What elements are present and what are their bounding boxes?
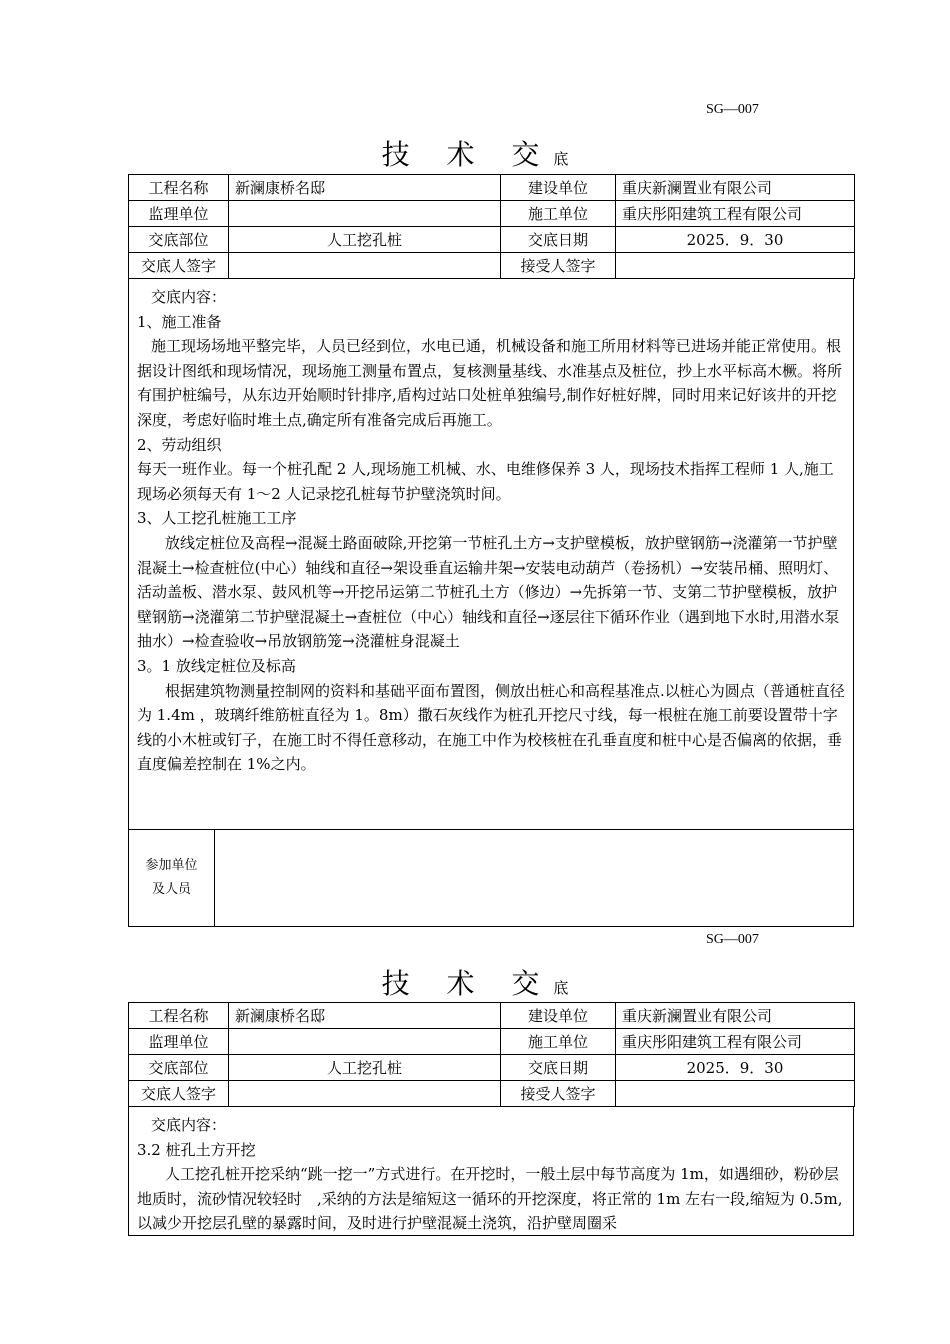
receiver-value xyxy=(616,253,855,279)
participants-label xyxy=(129,830,215,926)
signer-value xyxy=(229,1081,501,1107)
section-heading: 1、施工准备 xyxy=(137,312,222,331)
part-value: 人工挖孔桩 xyxy=(229,1055,501,1081)
paragraph: 人工挖孔桩开挖采纳“跳一挖一”方式进行。在开挖时，一般土层中每节高度为 1m，如遇细砂，粉砂层地质时，流砂情况较轻时 ,采纳的方法是缩短这一循环的开挖深度，将正常的 1m 左右一段,缩短为 0.5m,以减少开挖层孔壁的暴露时间，及时进行护壁混凝土浇筑，沿护壁周圈采 xyxy=(137,1165,843,1233)
title-suffix: 底 xyxy=(553,979,569,997)
participants-label-line1: 参加单位 xyxy=(145,858,198,873)
title-main: 技 术 交 xyxy=(381,967,554,1000)
builder-value: 重庆新澜置业有限公司 xyxy=(616,1003,855,1029)
paragraph: 放线定桩位及高程→混凝土路面破除,开挖第一节桩孔土方→支护壁模板，放护壁钢筋→浇灌第一节护壁混凝土→检查桩位(中心）轴线和直径→架设垂直运输井架→安装电动葫芦（卷扬机）→安装吊桶、照明灯、活动盖板、潜水泵、鼓风机等→开挖吊运第二节桩孔土方（修边）→先拆第一节、支第二节护壁模板，放护壁钢筋→浇灌第二节护壁混凝土→查桩位（中心）轴线和直径→逐层往下循环作业（遇到地下水时,用潜水泵抽水）→检查验收→吊放钢筋笼→浇灌桩身混凝土 xyxy=(137,533,840,651)
supervisor-label: 监理单位 xyxy=(129,1029,229,1055)
header-table xyxy=(128,174,855,279)
part-label: 交底部位 xyxy=(129,1055,229,1081)
signer-label: 交底人签字 xyxy=(129,253,229,279)
paragraph: 根据建筑物测量控制网的资料和基础平面布置图，侧放出桩心和高程基准点.以桩心为圆点（普通桩直径为 1.4m ，玻璃纤维筋桩直径为 1。8m）撒石灰线作为桩孔开挖尺寸线，每一根桩在施工前要设置带十字线的小木桩或钉子，在施工时不得任意移动，在施工中作为校核桩在孔垂直度和桩中心是否偏离的依据，垂直度偏差控制在 1%之内。 xyxy=(137,681,845,774)
signer-label: 交底人签字 xyxy=(129,1081,229,1107)
contractor-value: 重庆彤阳建筑工程有限公司 xyxy=(616,1029,855,1055)
signer-value xyxy=(229,253,501,279)
supervisor-value xyxy=(229,201,501,227)
section-heading: 2、劳动组织 xyxy=(137,435,222,454)
receiver-label: 接受人签字 xyxy=(501,253,616,279)
title-main: 技 术 交 xyxy=(381,138,554,171)
document-title xyxy=(0,962,950,1002)
date-label: 交底日期 xyxy=(501,227,616,253)
title-suffix: 底 xyxy=(553,150,569,168)
section-heading: 3.2 桩孔土方开挖 xyxy=(137,1140,256,1159)
participants-label-line2: 及人员 xyxy=(151,882,191,897)
contractor-value: 重庆彤阳建筑工程有限公司 xyxy=(616,201,855,227)
header-table xyxy=(128,1002,855,1107)
receiver-label: 接受人签字 xyxy=(501,1081,616,1107)
section-heading: 3。1 放线定桩位及标高 xyxy=(137,656,296,675)
project-name-value: 新澜康桥名邸 xyxy=(229,1003,501,1029)
participants-row xyxy=(128,830,854,927)
part-value: 人工挖孔桩 xyxy=(229,227,501,253)
builder-label: 建设单位 xyxy=(501,175,616,201)
project-name-label: 工程名称 xyxy=(129,1003,229,1029)
content-heading: 交底内容： xyxy=(151,288,227,306)
part-label: 交底部位 xyxy=(129,227,229,253)
builder-value: 重庆新澜置业有限公司 xyxy=(616,175,855,201)
paragraph: 施工现场场地平整完毕，人员已经到位，水电已通，机械设备和施工所用材料等已进场并能正常使用。根据设计图纸和现场情况，现场施工测量布置点，复核测量基线、水准基点及桩位，抄上水平标高木橛。将所有围护桩编号，从东边开始顺时针排序,盾构过站口处桩单独编号,制作好桩好牌，同时用来记好该井的开挖深度，考虑好临时堆土点,确定所有准备完成后再施工。 xyxy=(137,337,843,429)
project-name-value: 新澜康桥名邸 xyxy=(229,175,501,201)
content-heading: 交底内容： xyxy=(151,1116,227,1134)
contractor-label: 施工单位 xyxy=(501,201,616,227)
section-heading: 3、人工挖孔桩施工工序 xyxy=(137,509,297,528)
date-value: 2025．9．30 xyxy=(616,1055,855,1081)
contractor-label: 施工单位 xyxy=(501,1029,616,1055)
supervisor-label: 监理单位 xyxy=(129,201,229,227)
document-code: SG—007 xyxy=(706,102,759,117)
content-section xyxy=(128,1107,854,1236)
receiver-value xyxy=(616,1081,855,1107)
supervisor-value xyxy=(229,1029,501,1055)
builder-label: 建设单位 xyxy=(501,1003,616,1029)
date-label: 交底日期 xyxy=(501,1055,616,1081)
paragraph: 每天一班作业。每一个桩孔配 2 人,现场施工机械、水、电维修保养 3 人，现场技术指挥工程师 1 人,施工现场必须每天有 1～2 人记录挖孔桩每节护壁浇筑时间。 xyxy=(137,460,834,503)
content-section xyxy=(128,279,854,830)
document-code: SG—007 xyxy=(706,932,759,947)
project-name-label: 工程名称 xyxy=(129,175,229,201)
document-title xyxy=(0,133,950,173)
date-value: 2025．9．30 xyxy=(616,227,855,253)
